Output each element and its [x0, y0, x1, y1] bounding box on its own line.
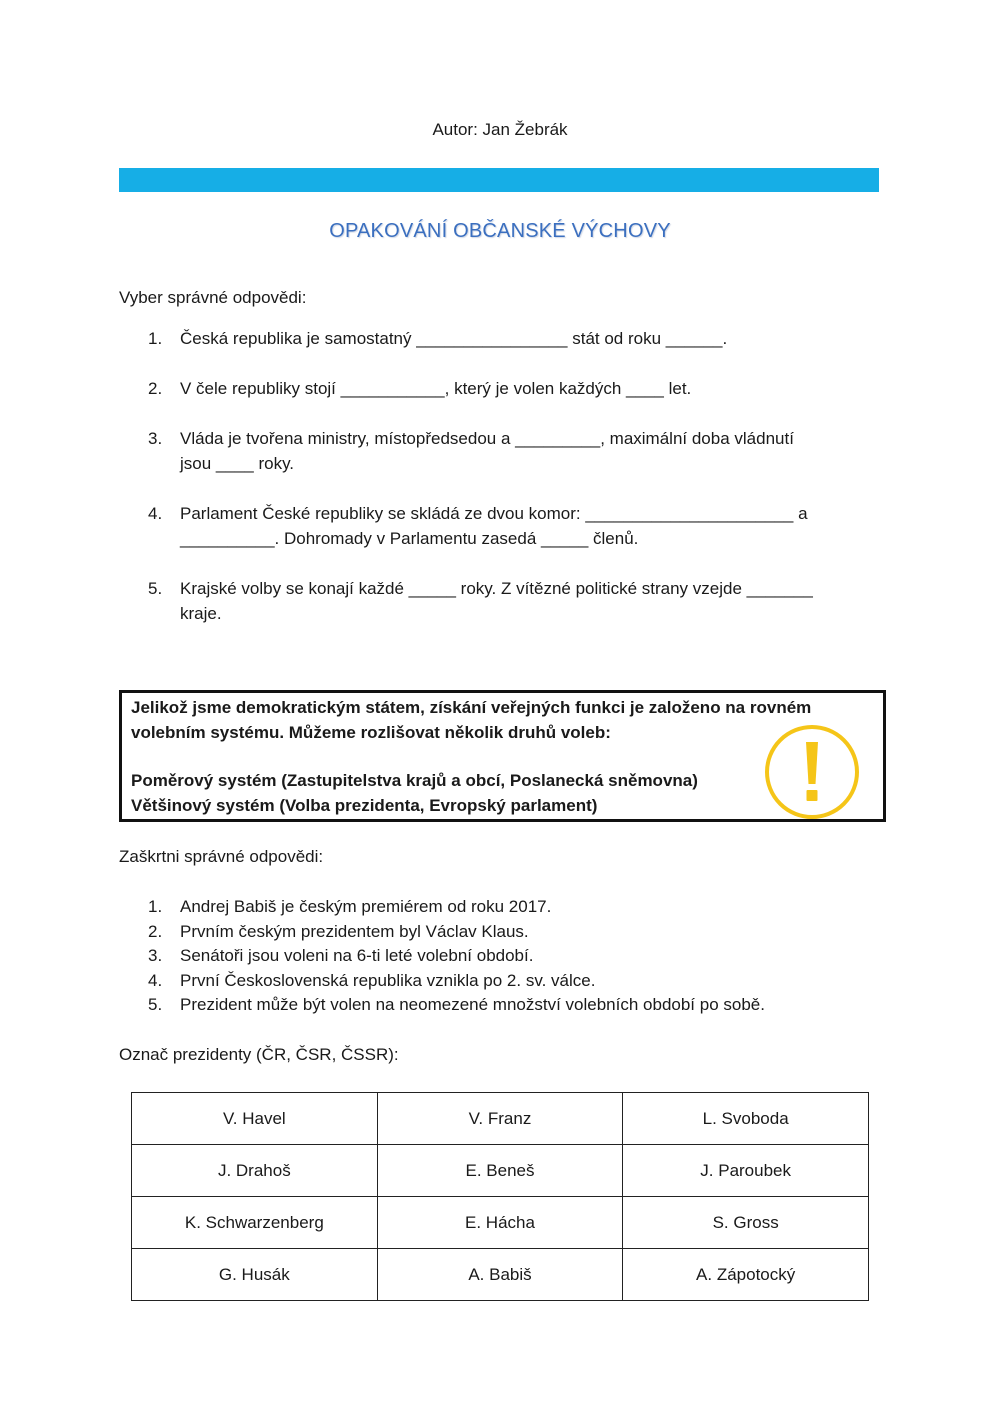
item-text: Krajské volby se konají každé _____ roky. Z vítězné politické strany vzejde _______ — [180, 579, 813, 598]
president-cell[interactable]: V. Havel — [132, 1093, 378, 1145]
section3-label: Označ prezidenty (ČR, ČSR, ČSSR): — [119, 1045, 399, 1064]
item-text: Prvním českým prezidentem byl Václav Klaus. — [180, 921, 529, 941]
list-item: 4. Parlament České republiky se skládá ze dvou komor: ______________________ a __________. Dohromady v Parlamentu zasedá _____ členů. — [148, 504, 808, 548]
table-row — [132, 1249, 869, 1301]
info-line: Poměrový systém (Zastupitelstva krajů a obcí, Poslanecká sněmovna) — [131, 771, 698, 790]
item-text: První Československá republika vznikla po 2. sv. válce. — [180, 970, 596, 990]
item-text: Andrej Babiš je českým premiérem od roku 2017. — [180, 897, 552, 916]
info-line: Jelikož jsme demokratickým státem, získání veřejných funkci je založeno na rovném — [131, 698, 812, 717]
list-item[interactable]: 3. Senátoři jsou voleni na 6-ti leté volební období. — [148, 946, 534, 965]
list-item: 5. Krajské volby se konají každé _____ roky. Z vítězné politické strany vzejde _______ kraje. — [148, 579, 813, 623]
president-cell[interactable]: J. Drahoš — [132, 1145, 378, 1197]
president-cell[interactable]: E. Hácha — [377, 1197, 623, 1249]
president-cell[interactable]: A. Babiš — [377, 1249, 623, 1301]
president-cell[interactable]: A. Zápotocký — [623, 1249, 869, 1301]
item-text-continued: jsou ____ roky. — [180, 454, 295, 473]
item-text: Vláda je tvořena ministry, místopředsedou a _________, maximální doba vládnutí — [180, 429, 794, 448]
list-item[interactable]: 1. Andrej Babiš je českým premiérem od roku 2017. — [148, 897, 552, 916]
list-item: 1. Česká republika je samostatný ________________ stát od roku ______. — [148, 329, 728, 348]
president-cell[interactable]: L. Svoboda — [623, 1093, 869, 1145]
president-cell[interactable]: J. Paroubek — [623, 1145, 869, 1197]
item-text: Senátoři jsou voleni na 6-ti leté volební období. — [180, 946, 534, 965]
true-false-list — [148, 895, 868, 1018]
item-text: Česká republika je samostatný ________________ stát od roku ______. — [180, 329, 728, 348]
section2-label: Zaškrtni správné odpovědi: — [119, 847, 324, 866]
president-cell[interactable]: V. Franz — [377, 1093, 623, 1145]
section1-label: Vyber správné odpovědi: — [119, 288, 307, 307]
exclamation-warning-icon — [764, 724, 860, 820]
fill-in-list — [148, 326, 868, 651]
info-line: volebním systému. Můžeme rozlišovat několik druhů voleb: — [131, 723, 611, 742]
item-text: Parlament České republiky se skládá ze dvou komor: ______________________ a — [180, 504, 808, 523]
author-line: Autor: Jan Žebrák — [432, 120, 568, 139]
list-item[interactable]: 5. Prezident může být volen na neomezené množství volebních období po sobě. — [148, 995, 765, 1014]
list-item: 2. V čele republiky stojí ___________, který je volen každých ____ let. — [148, 379, 692, 398]
item-text: V čele republiky stojí ___________, který je volen každých ____ let. — [180, 379, 692, 398]
info-line: Většinový systém (Volba prezidenta, Evropský parlament) — [131, 796, 598, 815]
president-cell[interactable]: K. Schwarzenberg — [132, 1197, 378, 1249]
table-row — [132, 1145, 869, 1197]
list-item[interactable]: 4. První Československá republika vznikla po 2. sv. válce. — [148, 970, 596, 990]
list-item[interactable]: 2. Prvním českým prezidentem byl Václav Klaus. — [148, 921, 529, 941]
list-item: 3. Vláda je tvořena ministry, místopředsedou a _________, maximální doba vládnutí jsou ____ roky. — [148, 429, 794, 473]
item-text: Prezident může být volen na neomezené množství volebních období po sobě. — [180, 995, 765, 1014]
presidents-table — [131, 1092, 869, 1301]
item-text-continued: __________. Dohromady v Parlamentu zasedá _____ členů. — [180, 529, 639, 548]
item-text-continued: kraje. — [180, 604, 222, 623]
president-cell[interactable]: E. Beneš — [377, 1145, 623, 1197]
table-row — [132, 1093, 869, 1145]
page-title: OPAKOVÁNÍ OBČANSKÉ VÝCHOVY — [329, 220, 671, 242]
table-row — [132, 1197, 869, 1249]
president-cell[interactable]: G. Husák — [132, 1249, 378, 1301]
president-cell[interactable]: S. Gross — [623, 1197, 869, 1249]
accent-bar — [119, 168, 879, 192]
